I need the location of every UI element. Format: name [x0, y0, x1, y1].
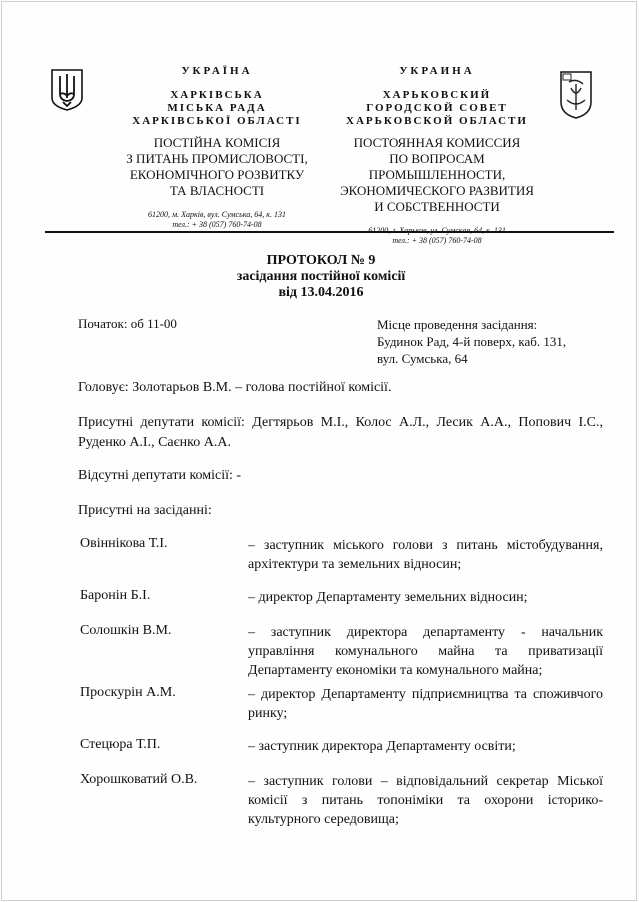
document-page — [1, 1, 637, 901]
left-council-line-3: ХАРКІВСЬКОЇ ОБЛАСТІ — [132, 115, 302, 127]
left-committee-line-3: ЕКОНОМІЧНОГО РОЗВИТКУ — [129, 167, 305, 182]
chair-line: Головує: Золотарьов В.М. – голова постійної комісії. — [78, 380, 392, 395]
protocol-title: ПРОТОКОЛ № 9 — [266, 253, 376, 268]
right-council-line-2: ГОРОДСКОЙ СОВЕТ — [366, 102, 508, 114]
venue-line-2: Будинок Рад, 4-й поверх, каб. 131, — [377, 334, 567, 349]
right-council-line-1: ХАРЬКОВСКИЙ — [382, 89, 492, 101]
left-address: 61200, м. Харків, вул. Сумська, 64, к. 131 — [148, 210, 286, 219]
right-committee-line-2: ПО ВОПРОСАМ ПРОМЫШЛЕННОСТИ, — [368, 151, 506, 182]
left-committee-line-2: З ПИТАНЬ ПРОМИСЛОВОСТІ, — [126, 151, 308, 166]
left-council-line-1: ХАРКІВСЬКА — [170, 89, 264, 101]
right-committee-line-1: ПОСТОЯННАЯ КОМИССИЯ — [353, 135, 521, 150]
right-committee-line-3: ЭКОНОМИЧЕСКОГО РАЗВИТИЯ — [340, 183, 534, 198]
attendee-role: – директор Департаменту підприємництва та споживчого ринку; — [248, 687, 603, 721]
left-country: УКРАЇНА — [181, 65, 253, 77]
left-committee-line-4: ТА ВЛАСНОСТІ — [169, 183, 265, 198]
left-phone: тел.: + 38 (057) 760-74-08 — [172, 220, 262, 229]
protocol-date: від 13.04.2016 — [278, 285, 364, 300]
right-committee-line-4: И СОБСТВЕННОСТИ — [374, 199, 500, 214]
attendee-name: Баронін Б.І. — [80, 588, 151, 603]
kharkiv-coat-of-arms-icon — [559, 70, 593, 120]
attendee-name: Стецюра Т.П. — [80, 737, 161, 752]
attendee-name: Проскурін А.М. — [80, 685, 176, 700]
attendee-role: – заступник директора департаменту - начальник управління комунального майна та приватизації Департаменту економіки та комунального майна; — [248, 625, 603, 678]
start-time: Початок: об 11-00 — [78, 316, 177, 331]
venue-line-3: вул. Сумська, 64 — [377, 351, 468, 366]
left-committee-line-1: ПОСТІЙНА КОМІСІЯ — [153, 135, 281, 150]
attendee-role: – заступник міського голови з питань містобудування, архітектури та земельних відносин; — [248, 538, 603, 572]
attendee-name: Овіннікова Т.І. — [80, 536, 168, 551]
attendee-role: – заступник директора Департаменту освіти; — [248, 739, 516, 754]
absent-members: Відсутні депутати комісії: - — [78, 468, 242, 483]
attendee-role: – директор Департаменту земельних відносин; — [248, 590, 528, 605]
venue-line-1: Місце проведення засідання: — [377, 317, 538, 332]
right-country: УКРАИНА — [399, 65, 475, 77]
attendee-name: Солошкін В.М. — [80, 623, 172, 638]
present-heading: Присутні на засіданні: — [78, 503, 212, 518]
present-members: Присутні депутати комісії: Дегтярьов М.І., Колос А.Л., Лесик А.А., Попович І.С., Руденко А.І., Саєнко А.А. — [78, 415, 603, 450]
header-divider — [45, 231, 614, 233]
left-council-line-2: МІСЬКА РАДА — [167, 102, 267, 114]
right-phone: тел.: + 38 (057) 760-74-08 — [392, 236, 482, 245]
protocol-subtitle: засідання постійної комісії — [236, 269, 406, 284]
attendee-role: – заступник голови – відповідальний секретар Міської комісії з питань топоніміки та охорони історико-культурного середовища; — [248, 774, 603, 827]
ukraine-coat-of-arms-icon — [50, 68, 84, 112]
attendee-name: Хорошковатий О.В. — [80, 772, 198, 787]
right-council-line-3: ХАРЬКОВСКОЙ ОБЛАСТИ — [346, 115, 528, 127]
